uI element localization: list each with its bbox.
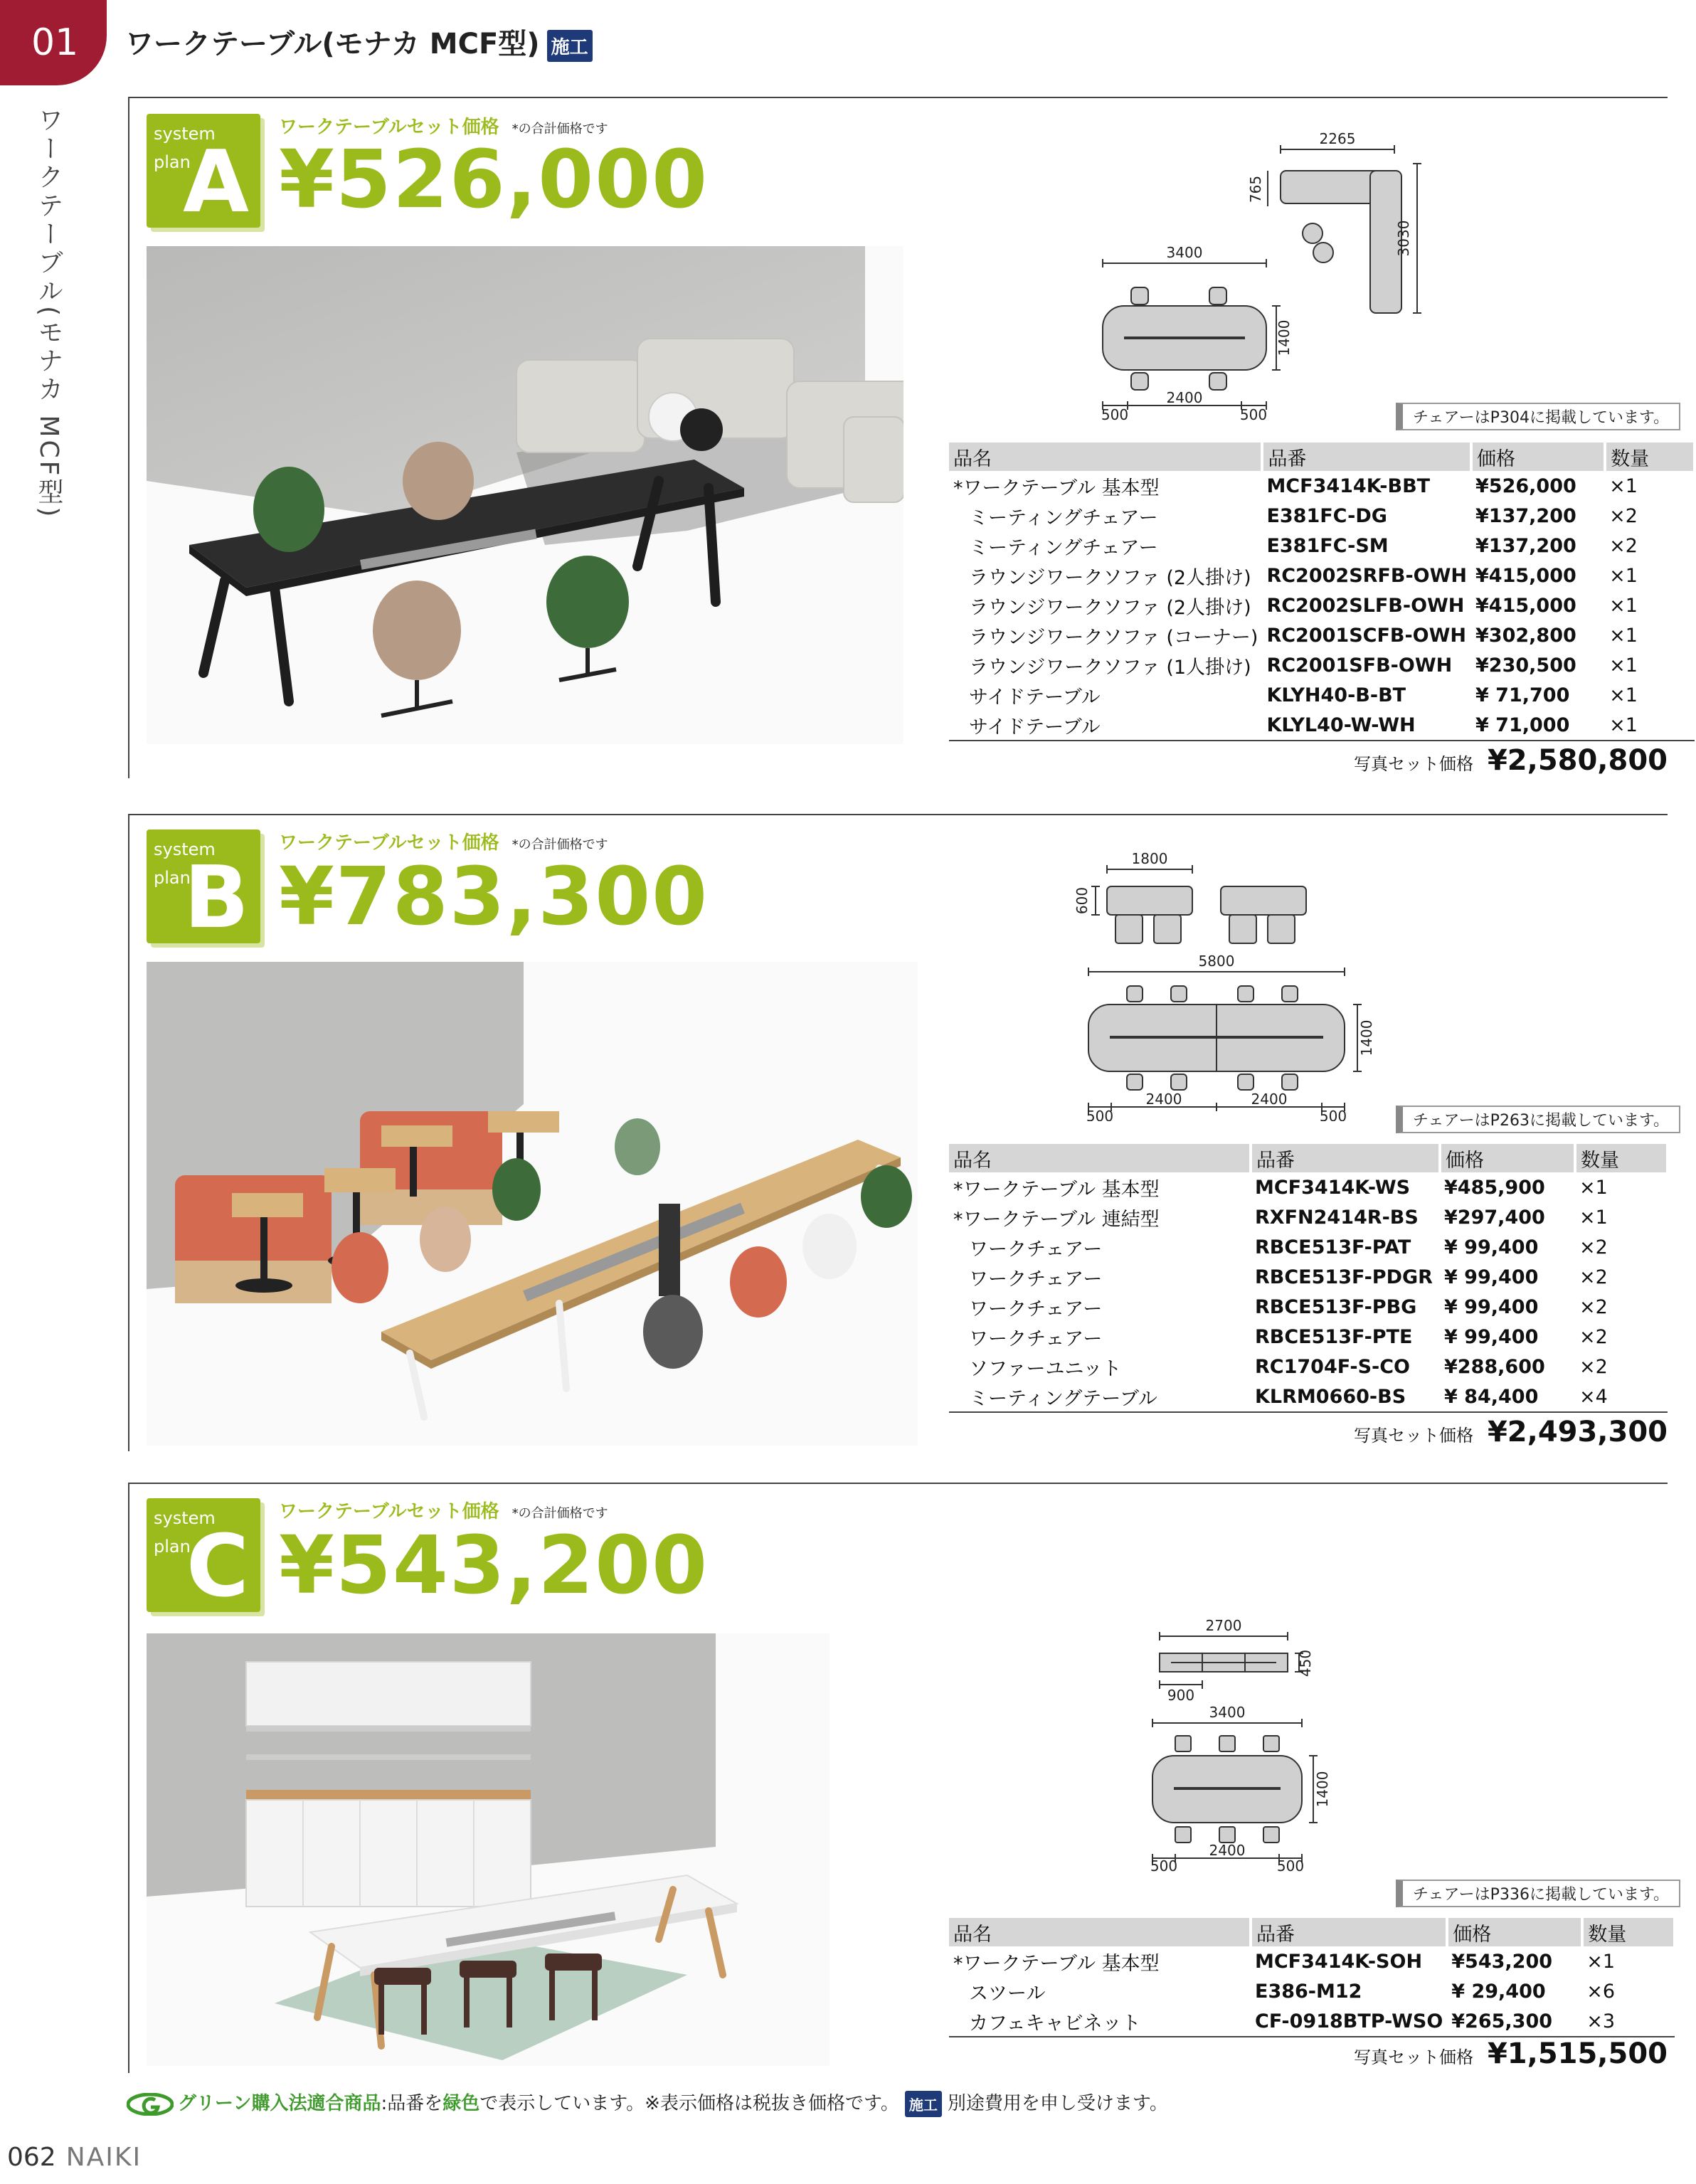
item-name: *ワークテーブル 基本型 [953, 477, 1160, 499]
item-code: RC2002SLFB-OWH [1266, 594, 1465, 617]
item-price: ¥137,200 [1475, 504, 1576, 527]
system-label: system [154, 839, 216, 859]
item-code: RBCE513F-PAT [1255, 1236, 1411, 1258]
item-name: スツール [969, 1982, 1046, 2005]
table-row [949, 1352, 1668, 1382]
set-price-note: *の合計価格です [512, 1506, 608, 1521]
header-name: 品名 [949, 442, 1262, 471]
item-code: E381FC-SM [1266, 534, 1389, 557]
item-price: ¥137,200 [1475, 534, 1576, 557]
green-purchase-label: グリーン購入法適合商品 [178, 2093, 381, 2114]
plan-a-left-rule [128, 97, 129, 778]
total-value: ¥2,493,300 [1487, 1416, 1668, 1448]
dim-label: 500 [1101, 406, 1129, 423]
item-code: MCF3414K-WS [1255, 1176, 1411, 1199]
item-code: RC2002SRFB-OWH [1266, 564, 1467, 587]
item-code: RBCE513F-PDGR [1255, 1266, 1433, 1288]
table-row [949, 590, 1695, 620]
page-title [125, 21, 593, 62]
item-name: サイドテーブル [969, 686, 1101, 709]
dim-label: 2400 [1145, 1091, 1182, 1108]
total-value: ¥1,515,500 [1487, 2037, 1668, 2070]
set-price-label-text: ワークテーブルセット価格 [279, 832, 499, 854]
item-name: カフェキャビネット [949, 2006, 1251, 2037]
dim-label: 500 [1276, 1857, 1305, 1872]
plan-a-layout-diagram [1067, 128, 1423, 427]
side-chapter-label: ワークテーブル(モナカ MCF型) [34, 107, 63, 520]
item-code: RC2001SFB-OWH [1266, 654, 1453, 677]
table-row [949, 710, 1695, 741]
table-row [949, 2006, 1675, 2037]
plan-b-photo [147, 962, 918, 1446]
item-name: ソファーユニット [969, 1357, 1122, 1380]
table-row [949, 1172, 1668, 1202]
plan-b-badge [147, 829, 260, 948]
item-qty: ×2 [1579, 1266, 1608, 1288]
item-code: MCF3414K-SOH [1255, 1950, 1423, 1973]
dim-label: 1800 [1131, 850, 1168, 867]
plan-b-layout-diagram [1067, 844, 1380, 1121]
item-price: ¥ 29,400 [1451, 1980, 1546, 2003]
header-qty: 数量 [1575, 1144, 1668, 1172]
plan-a-photo [147, 246, 903, 744]
item-price: ¥265,300 [1447, 2006, 1582, 2037]
construction-badge: 施工 [547, 30, 593, 62]
table-row [949, 531, 1695, 561]
item-price: ¥302,800 [1475, 624, 1576, 647]
item-price: ¥526,000 [1475, 475, 1576, 497]
plan-label: plan [154, 868, 191, 888]
dim-label: 500 [1319, 1108, 1347, 1121]
page-number-text: 062 [7, 2143, 56, 2172]
dim-label: 2265 [1319, 130, 1356, 147]
item-price: ¥ 99,400 [1444, 1266, 1539, 1288]
item-code: E381FC-DG [1266, 504, 1387, 527]
dim-label: 500 [1150, 1857, 1178, 1872]
item-name: ラウンジワークソファ (1人掛け) [969, 656, 1251, 679]
item-name: ラウンジワークソファ (2人掛け) [969, 566, 1251, 589]
plan-b-parts-table-wrap [949, 1144, 1669, 1413]
plan-b-left-rule [128, 814, 129, 1451]
total-label: 写真セット価格 [1353, 2047, 1473, 2067]
plan-letter: A [183, 133, 249, 232]
system-label: system [154, 1508, 216, 1528]
footer-note-b: で表示しています。※表示価格は税抜き価格です。 [479, 2093, 899, 2114]
table-row [949, 501, 1695, 531]
item-code: RBCE513F-PTE [1255, 1325, 1413, 1348]
plan-b-parts-table [949, 1144, 1669, 1413]
page-title-text: ワークテーブル(モナカ MCF型) [125, 28, 540, 60]
item-price: ¥ 99,400 [1444, 1325, 1539, 1348]
item-name: ワークチェアー [969, 1327, 1103, 1350]
item-code: RC1704F-S-CO [1255, 1355, 1410, 1378]
plan-b-chair-note: チェアーはP263に掲載しています。 [1396, 1106, 1680, 1133]
item-qty: ×2 [1579, 1236, 1608, 1258]
item-qty: ×2 [1609, 534, 1638, 557]
footer-note-c: 別途費用を申し受けます。 [947, 2093, 1168, 2114]
plan-a-chair-note: チェアーはP304に掲載しています。 [1396, 403, 1680, 430]
item-qty: ×1 [1586, 1950, 1616, 1973]
table-row [949, 680, 1695, 710]
item-price: ¥ 71,700 [1475, 684, 1570, 706]
item-qty: ×1 [1579, 1206, 1608, 1229]
table-row [949, 1262, 1668, 1292]
item-qty: ×1 [1605, 710, 1695, 741]
plan-a-total [949, 744, 1668, 777]
item-name: ミーティングチェアー [969, 507, 1158, 529]
table-row [949, 471, 1695, 501]
table-row [949, 650, 1695, 680]
item-qty: ×1 [1609, 624, 1638, 647]
plan-label: plan [154, 1537, 191, 1557]
header-code: 品番 [1251, 1918, 1447, 1946]
dim-label: 500 [1239, 406, 1268, 423]
item-qty: ×1 [1609, 475, 1638, 497]
plan-c-chair-note: チェアーはP336に掲載しています。 [1396, 1880, 1680, 1907]
item-price: ¥ 84,400 [1440, 1382, 1575, 1412]
item-code: RXFN2414R-BS [1255, 1206, 1419, 1229]
item-name: ワークチェアー [969, 1298, 1103, 1320]
table-row [949, 1202, 1668, 1232]
table-header-row [949, 1144, 1668, 1172]
table-row [949, 561, 1695, 590]
dim-label: 3400 [1166, 244, 1203, 261]
plan-c-left-rule [128, 1483, 129, 2073]
header-price: 価格 [1447, 1918, 1582, 1946]
dim-label: 1400 [1314, 1771, 1331, 1808]
item-name: *ワークテーブル 基本型 [953, 1178, 1160, 1201]
plan-a-badge [147, 114, 260, 232]
item-price: ¥415,000 [1475, 594, 1576, 617]
plan-a-parts-table-wrap [949, 442, 1696, 741]
construction-badge: 施工 [905, 2091, 942, 2117]
item-name: ミーティングチェアー [969, 536, 1158, 559]
item-qty: ×1 [1609, 684, 1638, 706]
dim-label: 2700 [1205, 1617, 1242, 1634]
footer-note [127, 2089, 1168, 2117]
table-row [949, 620, 1695, 650]
plan-label: plan [154, 152, 191, 172]
plan-a-top-rule [128, 97, 1668, 98]
item-code: CF-0918BTP-WSO [1251, 2006, 1447, 2037]
item-name: ラウンジワークソファ (コーナー) [969, 626, 1258, 649]
dim-label: 2400 [1166, 389, 1203, 406]
set-price-note: *の合計価格です [512, 837, 608, 852]
header-name: 品名 [949, 1918, 1251, 1946]
table-row [949, 1232, 1668, 1262]
total-label: 写真セット価格 [1353, 1426, 1473, 1446]
table-row [949, 1976, 1675, 2006]
item-qty: ×1 [1609, 654, 1638, 677]
header-price: 価格 [1471, 442, 1605, 471]
total-value: ¥2,580,800 [1487, 744, 1668, 777]
item-price: ¥485,900 [1444, 1176, 1545, 1199]
dim-label: 600 [1074, 886, 1091, 915]
item-qty: ×1 [1579, 1176, 1608, 1199]
green-purchase-icon [127, 2093, 174, 2116]
item-qty: ×3 [1582, 2006, 1675, 2037]
plan-b-set-price: ¥783,300 [279, 851, 709, 943]
item-code: KLRM0660-BS [1251, 1382, 1440, 1412]
item-code: MCF3414K-BBT [1266, 475, 1431, 497]
item-qty: ×2 [1579, 1355, 1608, 1378]
dim-label: 2400 [1251, 1091, 1288, 1108]
plan-c-photo [147, 1633, 830, 2066]
item-price: ¥288,600 [1444, 1355, 1545, 1378]
chapter-number-tab: 01 [0, 0, 107, 85]
dim-label: 2400 [1209, 1842, 1246, 1859]
item-price: ¥543,200 [1451, 1950, 1553, 1973]
item-qty: ×2 [1609, 504, 1638, 527]
plan-c-set-price: ¥543,200 [279, 1520, 709, 1612]
item-name: *ワークテーブル 連結型 [953, 1208, 1160, 1231]
item-code: RC2001SCFB-OWH [1266, 624, 1467, 647]
plan-c-total [949, 2037, 1668, 2070]
footer-note-green: 緑色 [442, 2093, 480, 2114]
item-code: KLYL40-W-WH [1262, 710, 1471, 741]
plan-c-layout-diagram [1131, 1616, 1337, 1872]
item-qty: ×4 [1575, 1382, 1668, 1412]
plan-a-parts-table [949, 442, 1696, 741]
dim-label: 1400 [1276, 319, 1293, 356]
table-row [949, 1382, 1668, 1412]
item-price: ¥ 71,000 [1471, 710, 1605, 741]
item-name: ワークチェアー [969, 1268, 1103, 1290]
table-row [949, 1292, 1668, 1322]
plan-b-total [949, 1416, 1668, 1448]
plan-letter: B [184, 849, 249, 948]
plan-letter: C [186, 1517, 249, 1616]
item-name: *ワークテーブル 基本型 [953, 1952, 1160, 1975]
item-name: ワークチェアー [969, 1238, 1103, 1261]
set-price-label-text: ワークテーブルセット価格 [279, 1501, 499, 1522]
dim-label: 900 [1167, 1687, 1195, 1704]
dim-label: 3400 [1209, 1704, 1246, 1721]
header-qty: 数量 [1605, 442, 1695, 471]
table-row [949, 1322, 1668, 1352]
item-qty: ×2 [1579, 1295, 1608, 1318]
table-header-row [949, 1918, 1675, 1946]
header-qty: 数量 [1582, 1918, 1675, 1946]
dim-label: 1400 [1358, 1019, 1375, 1056]
item-code: KLYH40-B-BT [1266, 684, 1406, 706]
total-label: 写真セット価格 [1353, 754, 1473, 774]
item-price: ¥ 99,400 [1444, 1295, 1539, 1318]
item-name: ミーティングテーブル [949, 1382, 1251, 1412]
plan-b-top-rule [128, 814, 1668, 815]
dim-label: 450 [1297, 1649, 1314, 1677]
table-header-row [949, 442, 1695, 471]
item-price: ¥297,400 [1444, 1206, 1545, 1229]
set-price-label-text: ワークテーブルセット価格 [279, 117, 499, 138]
dim-label: 765 [1247, 175, 1264, 203]
header-price: 価格 [1440, 1144, 1575, 1172]
item-code: RBCE513F-PBG [1255, 1295, 1417, 1318]
plan-c-parts-table [949, 1918, 1676, 2037]
plan-a-set-price: ¥526,000 [279, 134, 709, 226]
header-code: 品番 [1262, 442, 1471, 471]
item-name: ラウンジワークソファ (2人掛け) [969, 596, 1251, 619]
set-price-note: *の合計価格です [512, 122, 608, 137]
dim-label: 5800 [1198, 953, 1235, 970]
dim-label: 500 [1086, 1108, 1114, 1121]
item-price: ¥230,500 [1475, 654, 1576, 677]
item-price: ¥ 99,400 [1444, 1236, 1539, 1258]
item-qty: ×6 [1586, 1980, 1616, 2003]
item-code: E386-M12 [1255, 1980, 1362, 2003]
item-price: ¥415,000 [1475, 564, 1576, 587]
footer-note-a: :品番を [381, 2093, 443, 2114]
system-label: system [154, 124, 216, 144]
plan-c-parts-table-wrap [949, 1918, 1676, 2037]
page-number [7, 2143, 142, 2172]
brand-name: NAIKI [65, 2143, 142, 2172]
plan-c-badge [147, 1498, 260, 1616]
header-name: 品名 [949, 1144, 1251, 1172]
item-name: サイドテーブル [949, 710, 1262, 741]
header-code: 品番 [1251, 1144, 1440, 1172]
item-qty: ×2 [1579, 1325, 1608, 1348]
table-row [949, 1946, 1675, 1976]
dim-label: 3030 [1395, 220, 1412, 257]
item-qty: ×1 [1609, 564, 1638, 587]
item-qty: ×1 [1609, 594, 1638, 617]
plan-c-top-rule [128, 1483, 1668, 1484]
